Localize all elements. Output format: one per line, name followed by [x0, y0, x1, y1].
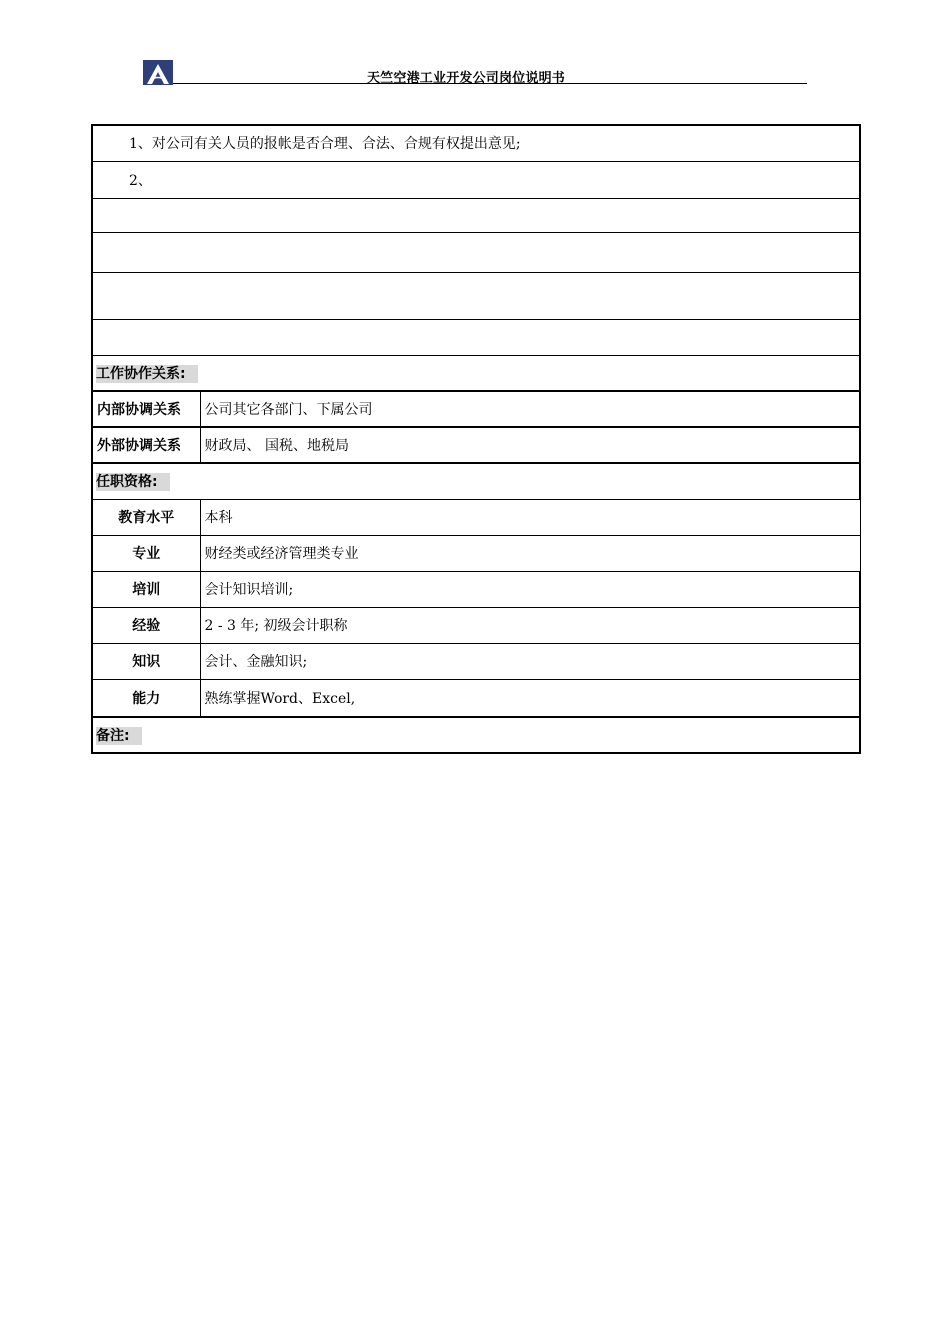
qualification-label: 能力 — [92, 679, 200, 717]
section-heading-text: 备注: — [96, 727, 142, 745]
blank-row — [92, 319, 860, 355]
authority-row — [92, 125, 860, 161]
blank-row — [92, 232, 860, 272]
qualification-value: 熟练掌握Word、Excel, — [200, 679, 860, 717]
qualification-row — [92, 643, 860, 679]
qualification-value: 会计、金融知识; — [200, 643, 860, 679]
internal-relation-label: 内部协调关系 — [92, 391, 200, 427]
page-header — [143, 60, 807, 90]
authority-row — [92, 161, 860, 198]
qualification-label: 经验 — [92, 607, 200, 643]
blank-cell — [92, 198, 860, 232]
section-heading-qualifications — [92, 463, 860, 499]
authority-item: 2、 — [92, 161, 860, 198]
external-relation-label: 外部协调关系 — [92, 427, 200, 463]
internal-relation-value: 公司其它各部门、下属公司 — [200, 391, 860, 427]
external-relation-row — [92, 427, 860, 463]
qualification-label: 培训 — [92, 571, 200, 607]
company-logo-icon — [143, 60, 173, 89]
blank-cell — [92, 272, 860, 319]
qualification-label: 专业 — [92, 535, 200, 571]
remarks-row — [92, 717, 860, 753]
qualification-value: 会计知识培训; — [200, 571, 860, 607]
qualification-label: 知识 — [92, 643, 200, 679]
section-heading-text: 任职资格: — [96, 473, 170, 491]
qualification-value: 2 - 3 年; 初级会计职称 — [200, 607, 860, 643]
qualifications-header-row — [92, 463, 860, 499]
job-description-table — [91, 124, 861, 754]
qualification-row — [92, 571, 860, 607]
section-heading-remarks — [92, 717, 860, 753]
section-heading-collaboration — [92, 355, 860, 391]
document-title: 天竺空港工业开发公司岗位说明书 — [367, 71, 566, 86]
qualification-row — [92, 499, 860, 535]
qualification-value: 财经类或经济管理类专业 — [200, 535, 860, 571]
blank-cell — [92, 232, 860, 272]
blank-cell — [92, 319, 860, 355]
external-relation-value: 财政局、 国税、地税局 — [200, 427, 860, 463]
qualification-row — [92, 535, 860, 571]
qualification-label: 教育水平 — [92, 499, 200, 535]
qualification-row — [92, 607, 860, 643]
authority-item: 1、对公司有关人员的报帐是否合理、合法、合规有权提出意见; — [92, 125, 860, 161]
section-heading-text: 工作协作关系: — [96, 365, 198, 383]
blank-row — [92, 198, 860, 232]
qualification-row — [92, 679, 860, 717]
collaboration-header-row — [92, 355, 860, 391]
qualification-value: 本科 — [200, 499, 860, 535]
blank-row — [92, 272, 860, 319]
internal-relation-row — [92, 391, 860, 427]
